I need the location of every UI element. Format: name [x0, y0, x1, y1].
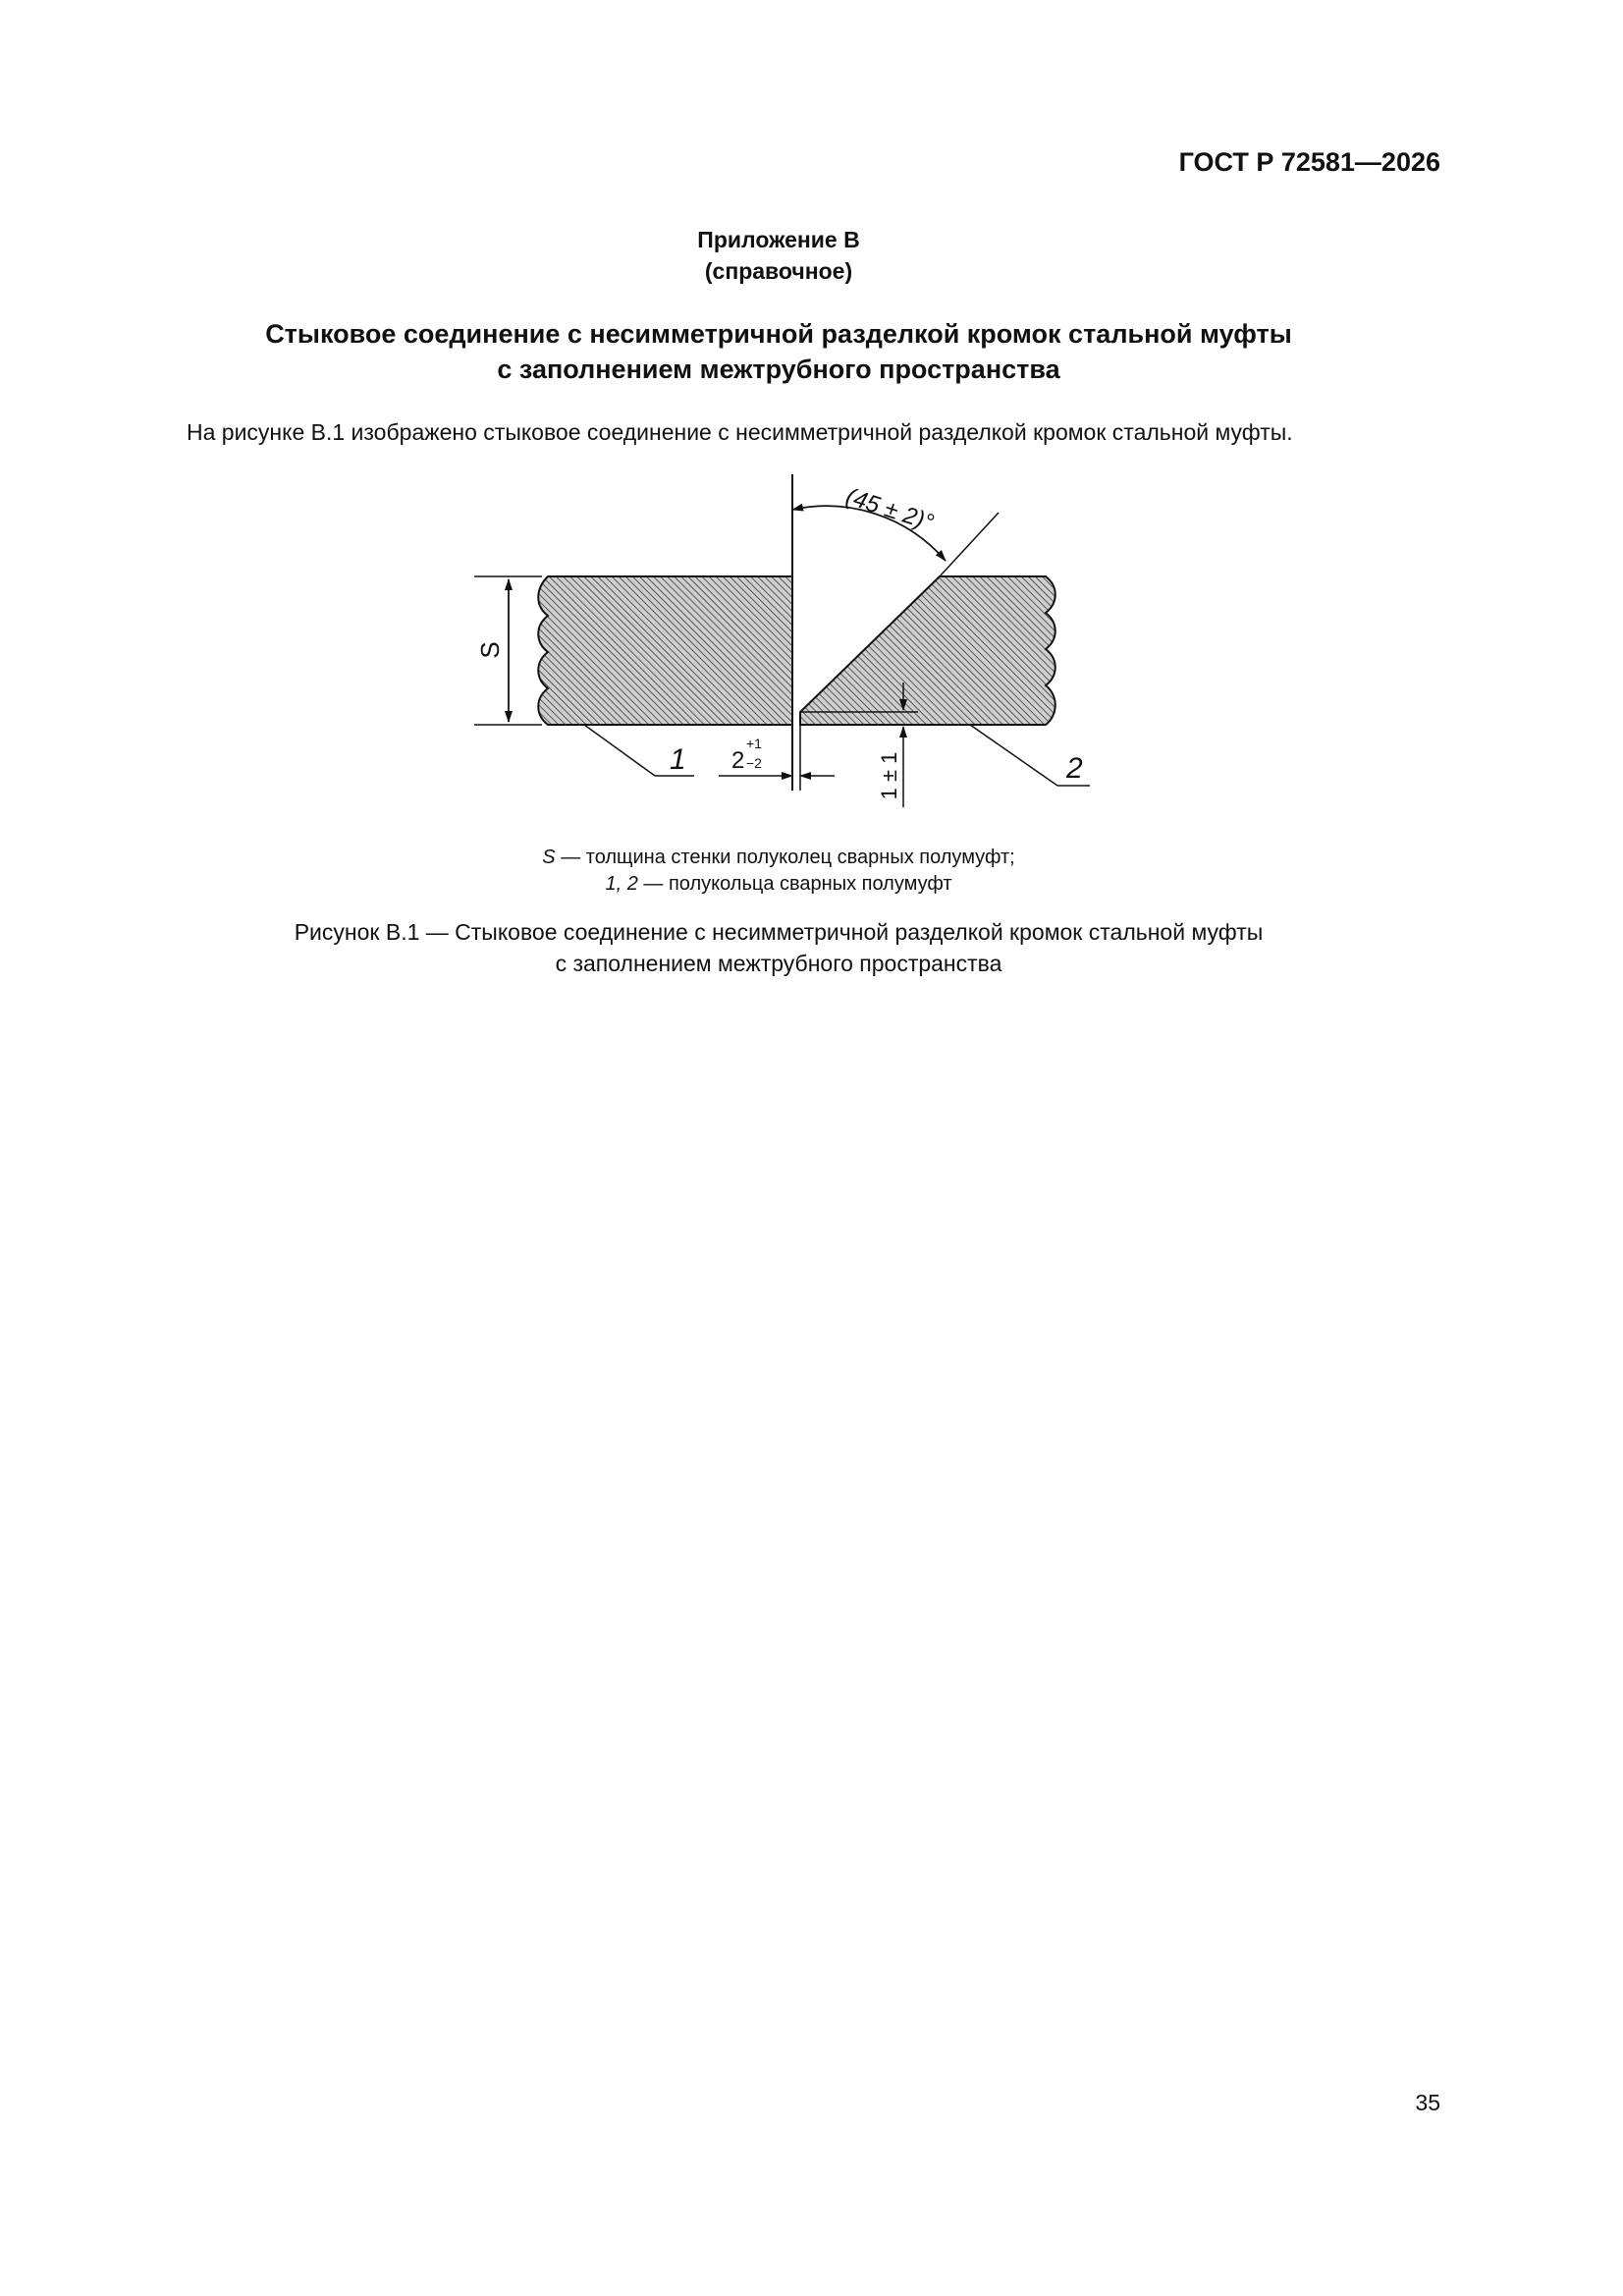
half-ring-1	[538, 576, 792, 725]
leader-1	[584, 725, 655, 776]
legend-line-1-text: — толщина стенки полуколец сварных полумуфт;	[555, 847, 1015, 868]
intro-paragraph: На рисунке В.1 изображено стыковое соединение с несимметричной разделкой кромок стальной муфты.	[187, 419, 1293, 445]
gap-upper-tolerance: +1	[746, 736, 762, 751]
figure-caption-line1: Рисунок В.1 — Стыковое соединение с несимметричной разделкой кромок стальной муфты	[294, 919, 1264, 945]
section-heading-line2: с заполнением межтрубного пространства	[497, 355, 1060, 384]
leader-2	[970, 725, 1057, 786]
figure-legend	[0, 845, 1557, 898]
legend-symbol: S	[542, 847, 556, 868]
root-label: 1 ± 1	[877, 751, 901, 800]
part-2-label: 2	[1066, 752, 1083, 785]
page-number: 35	[1415, 2090, 1440, 2115]
thickness-label: S	[475, 641, 505, 659]
figure-caption	[0, 916, 1557, 979]
gap-value: 2	[731, 747, 745, 774]
standard-number: ГОСТ Р 72581—2026	[1178, 147, 1440, 177]
bevel-extension-line	[940, 513, 999, 576]
angle-label: (45 ± 2)°	[842, 483, 938, 537]
section-heading-line1: Стыковое соединение с несимметричной разделкой кромок стальной муфты	[265, 319, 1292, 349]
figure-caption-line2: с заполнением межтрубного пространства	[555, 951, 1002, 976]
half-ring-2	[800, 576, 1055, 725]
weld-joint-drawing	[0, 0, 1623, 845]
appendix-title: Приложение В	[697, 227, 860, 252]
legend-line-2-text: — полукольца сварных полумуфт	[637, 873, 952, 895]
appendix-status: (справочное)	[704, 258, 853, 284]
gap-lower-tolerance: −2	[746, 755, 762, 771]
part-1-label: 1	[670, 743, 686, 776]
legend-line-1	[0, 845, 1557, 871]
legend-line-2	[0, 871, 1557, 898]
legend-parts: 1, 2	[605, 873, 638, 895]
